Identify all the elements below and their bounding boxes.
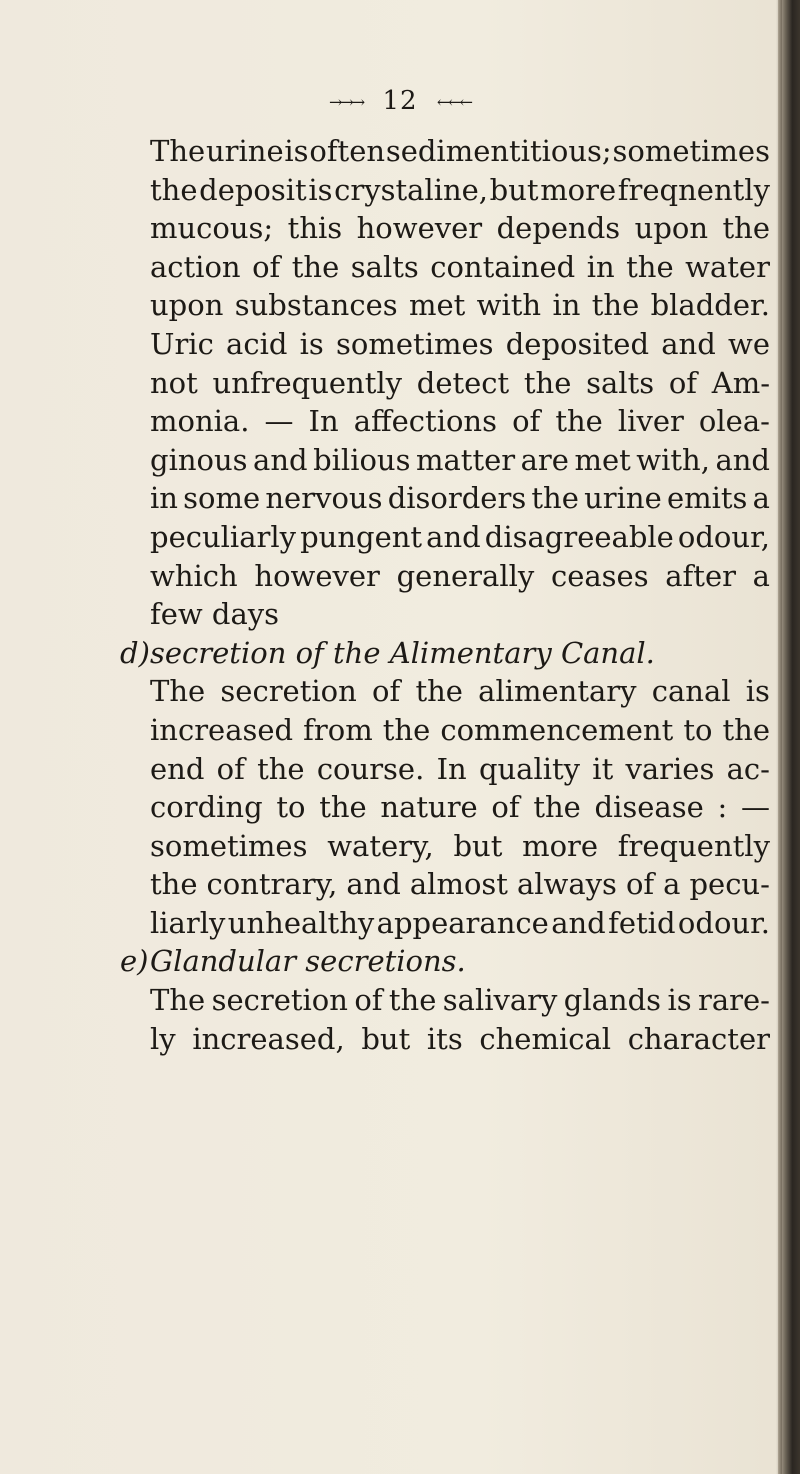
text-line: mucous; this however depends upon the (150, 211, 770, 246)
text-line: The secretion of the alimentary canal is (150, 674, 770, 709)
left-ornament: →→→ (328, 92, 364, 112)
section-d-title: secretion of the Alimentary Canal. (150, 635, 655, 670)
text-line: sometimes watery, but more frequently (150, 828, 770, 863)
text-line: upon substances met with in the bladder. (150, 288, 770, 323)
section-d-heading (120, 634, 770, 673)
text-line: in some nervous disorders the urine emits a (150, 481, 770, 516)
section-d-marker: d) (120, 635, 150, 670)
text-line: increased from the commencement to the (150, 712, 770, 747)
text-line: the deposit is crystaline, but more freqnently (150, 172, 770, 207)
section-e-heading (120, 942, 770, 981)
text-line: ly increased, but its chemical character (150, 1021, 770, 1056)
text-line: Uric acid is sometimes deposited and we (150, 326, 770, 361)
right-ornament: ←←← (436, 92, 472, 112)
page-header (0, 86, 800, 116)
text-line: which however generally ceases after a (150, 558, 770, 593)
text-line: The urine is often sedimentitious; sometimes (150, 134, 770, 168)
text-line: cording to the nature of the disease : — (150, 790, 770, 825)
text-line: the contrary, and almost always of a pecu- (150, 867, 770, 902)
text-line: The secretion of the salivary glands is rare- (150, 983, 770, 1018)
body-text (120, 132, 770, 1058)
page-edge-gradient (776, 0, 782, 1474)
text-line: action of the salts contained in the water (150, 249, 770, 284)
text-line: ginous and bilious matter are met with, and (150, 442, 770, 477)
text-line: not unfrequently detect the salts of Am- (150, 365, 770, 400)
text-line: end of the course. In quality it varies ac- (150, 751, 770, 786)
text-line: few days (150, 597, 280, 632)
text-line: monia. — In affections of the liver olea- (150, 404, 770, 439)
section-e-title: Glandular secretions. (150, 944, 466, 979)
text-line: peculiarly pungent and disagreeable odour, (150, 519, 770, 554)
page-number: 12 (382, 86, 418, 116)
section-e-marker: e) (120, 944, 149, 979)
text-line: liarly unhealthy appearance and fetid odour. (150, 905, 770, 940)
